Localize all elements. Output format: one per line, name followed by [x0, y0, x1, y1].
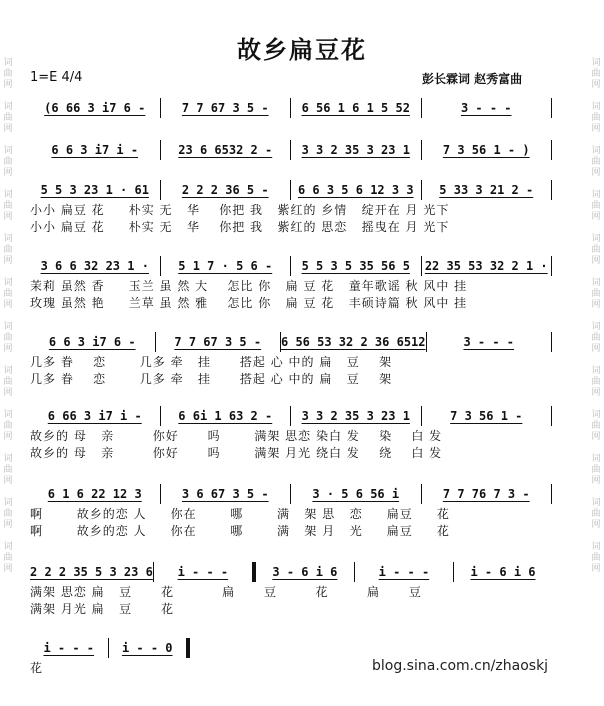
notation-line [30, 482, 552, 506]
barline [551, 406, 552, 426]
watermark-text: 词 曲 网 词 曲 网 词 曲 网 词 曲 网 词 曲 网 词 曲 网 词 曲 网 词 曲 网 词 曲 网 词 曲 网 词 曲 网 词 曲 网 [591, 58, 601, 574]
notation-line [30, 178, 552, 202]
measure: i - - - [43, 641, 95, 655]
measure: i - 6 i 6 [470, 565, 536, 579]
side-watermark-left [2, 0, 14, 706]
notation-line [30, 560, 552, 584]
key-signature: 1=E 4/4 [30, 70, 83, 85]
notation-line [30, 96, 552, 120]
lyric-line-2: 小小 扁豆 花 朴实 无 华 你把 我 紫红的 思恋 摇曳在 月 光下 [30, 220, 450, 234]
lyric-line-2: 玫瑰 虽然 艳 兰草 虽 然 雅 怎比 你 扁 豆 花 丰硕诗篇 秋 风中 挂 [30, 296, 468, 310]
lyric-line-1: 几多 眷 恋 几多 牵 挂 搭起 心 中的 扁 豆 架 [30, 355, 393, 369]
notation-line [30, 636, 190, 660]
lyric-line-1: 故乡的 母 亲 你好 吗 满架 思恋 染白 发 染 白 发 [30, 429, 443, 443]
barline [551, 180, 552, 200]
lyric-line-1: 茉莉 虽然 香 玉兰 虽 然 大 怎比 你 扁 豆 花 童年歌谣 秋 风中 挂 [30, 279, 468, 293]
measure: 6 1 6 22 12 3 [47, 487, 142, 501]
score-system [30, 560, 552, 618]
notation-line [30, 404, 552, 428]
score-system [30, 254, 552, 312]
score-system [30, 482, 552, 540]
lyric-line-2: 满架 月光 扁 豆 花 [30, 602, 174, 616]
measure: 5 1 7 · 5 6 - [178, 259, 273, 273]
measure: 5 5 3 5 35 56 5 [301, 259, 410, 273]
barline [551, 484, 552, 504]
lyric-line-2: 几多 眷 恋 几多 牵 挂 搭起 心 中的 扁 豆 架 [30, 372, 393, 386]
measure: 23 6 6532 2 - [178, 143, 273, 157]
lyric-line-1: 啊 故乡的恋 人 你在 哪 满 架 思 恋 扁豆 花 [30, 507, 450, 521]
measure: 6 6 3 i7 6 - [48, 335, 136, 349]
blog-url: blog.sina.com.cn/zhaoskj [372, 658, 549, 674]
composer-credits: 彭长霖词 赵秀富曲 [422, 72, 523, 86]
barline [551, 256, 552, 276]
measure: 3 3 2 35 3 23 1 [301, 143, 410, 157]
lyric-line-1: 满架 思恋 扁 豆 花 扁 豆 花 扁 豆 [30, 585, 422, 599]
measure: 7 7 67 3 5 - [181, 101, 269, 115]
barline [551, 98, 552, 118]
lyric-line-1: 花 [30, 661, 44, 675]
measure: 2 2 2 36 5 - [181, 183, 269, 197]
lyric-line-1: 小小 扁豆 花 朴实 无 华 你把 我 紫红的 乡情 绽开在 月 光下 [30, 203, 450, 217]
measure: 7 7 67 3 5 - [174, 335, 262, 349]
measure: 3 · 5 6 56 i [312, 487, 400, 501]
measure: (6 66 3 i7 6 - [44, 101, 146, 115]
measure: 5 5 3 23 1 · 61 [40, 183, 149, 197]
notation-line [30, 138, 552, 162]
measure: 3 6 67 3 5 - [181, 487, 269, 501]
lyric-line-2: 啊 故乡的恋 人 你在 哪 满 架 月 光 扁豆 花 [30, 524, 450, 538]
measure: i - - - [378, 565, 430, 579]
measure: 6 66 3 i7 i - [47, 409, 142, 423]
measure: i - - - [177, 565, 229, 579]
measure: 3 - 6 i 6 [272, 565, 338, 579]
score-system [30, 636, 190, 677]
final-barline [186, 638, 190, 658]
measure: 3 3 2 35 3 23 1 [301, 409, 410, 423]
notation-line [30, 254, 552, 278]
side-watermark-right [590, 0, 602, 706]
measure: 22 35 53 32 2 1 · [424, 259, 548, 273]
measure: 3 - - - [463, 335, 515, 349]
score-system [30, 404, 552, 462]
measure: 3 - - - [460, 101, 512, 115]
measure: 6 6i 1 63 2 - [178, 409, 273, 423]
notation-line [30, 330, 552, 354]
watermark-text: 词 曲 网 词 曲 网 词 曲 网 词 曲 网 词 曲 网 词 曲 网 词 曲 网 词 曲 网 词 曲 网 词 曲 网 词 曲 网 词 曲 网 [3, 58, 13, 574]
measure: 2 2 2 35 5 3 23 6 [30, 565, 153, 579]
measure: 6 6 3 i7 i - [51, 143, 139, 157]
measure: i - - 0 [121, 641, 173, 655]
barline [551, 332, 552, 352]
measure: 6 56 1 6 1 5 52 [301, 101, 410, 115]
measure: 3 6 6 32 23 1 · [40, 259, 149, 273]
measure: 6 6 3 5 6 12 3 3 [297, 183, 414, 197]
measure: 7 7 76 7 3 - [442, 487, 530, 501]
score-system [30, 178, 552, 236]
score-system [30, 330, 552, 388]
measure: 5 33 3 21 2 - [439, 183, 534, 197]
barline [551, 140, 552, 160]
song-title: 故乡扁豆花 [237, 36, 367, 64]
score-system [30, 96, 552, 120]
lyric-line-2: 故乡的 母 亲 你好 吗 满架 月光 绕白 发 绕 白 发 [30, 446, 443, 460]
measure: 7 3 56 1 - ) [442, 143, 530, 157]
measure: 7 3 56 1 - [450, 409, 523, 423]
score-system [30, 138, 552, 162]
measure: 6 56 53 32 2 36 6512 [281, 335, 426, 349]
